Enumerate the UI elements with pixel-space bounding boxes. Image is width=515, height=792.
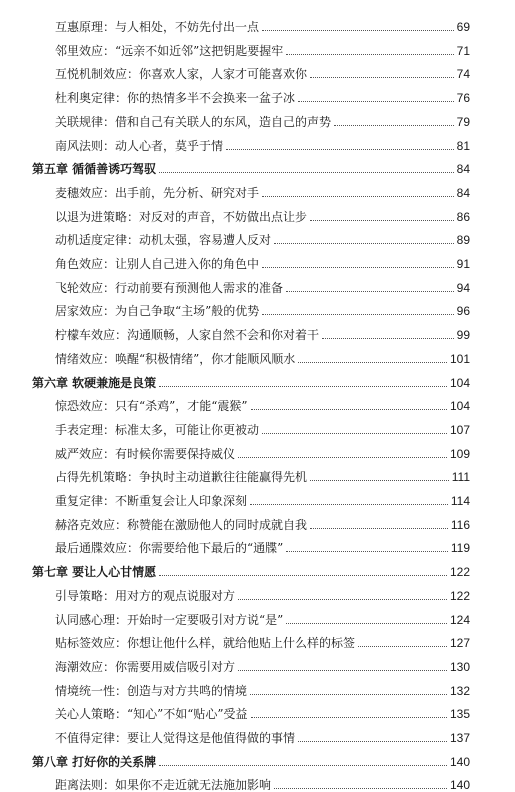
- toc-title: 第八章 打好你的关系牌: [32, 754, 157, 769]
- toc-page-number: 94: [456, 280, 470, 295]
- dot-leader: [274, 788, 447, 789]
- toc-title: 情境统一性：创造与对方共鸣的情境: [55, 683, 248, 698]
- dot-leader: [238, 670, 447, 671]
- toc-page-number: 140: [449, 754, 470, 769]
- toc-page-number: 119: [450, 541, 470, 556]
- dot-leader: [159, 172, 453, 173]
- dot-leader: [262, 267, 454, 268]
- dot-leader: [298, 362, 447, 363]
- toc-title: 邻里效应：“远亲不如近邻”这把钥匙要握牢: [55, 43, 284, 58]
- dot-leader: [286, 54, 453, 55]
- toc-title: 贴标签效应：你想让他什么样，就给他贴上什么样的标签: [55, 636, 356, 651]
- toc-entry[interactable]: [55, 466, 470, 484]
- dot-leader: [159, 575, 447, 576]
- toc-page-number: 114: [450, 494, 470, 508]
- dot-leader: [310, 528, 448, 529]
- toc-title: 关联规律：借和自己有关联人的东风，造自己的声势: [55, 114, 332, 129]
- toc-title: 最后通牒效应：你需要给他下最后的“通牒”: [55, 541, 284, 556]
- dot-leader: [251, 409, 447, 410]
- toc-chapter-heading[interactable]: [32, 561, 470, 579]
- toc-entry[interactable]: [55, 727, 470, 745]
- toc-page-number: 84: [456, 162, 470, 177]
- toc-entry[interactable]: [55, 656, 470, 674]
- toc-title: 重复定律：不断重复会让人印象深刻: [55, 494, 248, 508]
- toc-title: 关心人策略：“知心”不如“贴心”受益: [55, 707, 248, 722]
- toc-entry[interactable]: [55, 182, 470, 200]
- dot-leader: [298, 101, 454, 102]
- toc-page-number: 79: [456, 114, 470, 129]
- toc-page-number: 132: [449, 683, 470, 698]
- dot-leader: [238, 599, 447, 600]
- toc-entry[interactable]: [55, 609, 470, 627]
- toc-entry[interactable]: [55, 537, 470, 555]
- dot-leader: [358, 646, 447, 647]
- dot-leader: [250, 504, 448, 505]
- toc-page-number: 111: [451, 470, 470, 485]
- toc-page-number: 127: [449, 636, 470, 651]
- toc-page-number: 81: [456, 138, 470, 153]
- toc-title: 认同感心理：开始时一定要吸引对方说“是”: [55, 612, 284, 627]
- dot-leader: [262, 196, 454, 197]
- toc-page-number: 86: [456, 209, 470, 224]
- toc-entry[interactable]: [55, 443, 470, 461]
- toc-title: 以退为进策略：对反对的声音，不妨做出点让步: [55, 209, 308, 224]
- toc-title: 飞轮效应：行动前要有预测他人需求的准备: [55, 280, 284, 295]
- toc-entry[interactable]: [55, 514, 470, 532]
- toc-title: 动机适度定律：动机太强，容易遭人反对: [55, 233, 272, 248]
- dot-leader: [262, 30, 454, 31]
- toc-title: 南风法则：动人心者，莫乎于情: [55, 138, 224, 153]
- toc-entry[interactable]: [55, 111, 470, 129]
- toc-entry[interactable]: [55, 585, 470, 603]
- dot-leader: [310, 480, 449, 481]
- toc-entry[interactable]: [55, 16, 470, 34]
- dot-leader: [262, 314, 453, 315]
- dot-leader: [334, 125, 454, 126]
- toc-page-number: 130: [449, 659, 470, 674]
- toc-entry[interactable]: [55, 135, 470, 153]
- toc-page-number: 69: [456, 20, 470, 34]
- dot-leader: [286, 291, 454, 292]
- toc-entry[interactable]: [55, 87, 470, 105]
- toc-title: 柠檬车效应：沟通顺畅，人家自然不会和你对着干: [55, 328, 320, 343]
- toc-title: 情绪效应：唤醒“积极情绪”，你才能顺风顺水: [55, 351, 296, 366]
- dot-leader: [310, 220, 454, 221]
- toc-entry[interactable]: [55, 680, 470, 698]
- toc-title: 杜利奥定律：你的热情多半不会换来一盆子冰: [55, 91, 296, 106]
- toc-entry[interactable]: [55, 206, 470, 224]
- toc-title: 惊恐效应：只有“杀鸡”，才能“震猴”: [55, 399, 248, 414]
- toc-entry[interactable]: [55, 490, 470, 508]
- toc-page-number: 99: [456, 328, 470, 343]
- toc-entry[interactable]: [55, 324, 470, 342]
- toc-title: 第六章 软硬兼施是良策: [32, 375, 157, 390]
- toc-entry[interactable]: [55, 395, 470, 413]
- toc-page-number: 140: [449, 778, 470, 792]
- toc-page-number: 104: [449, 375, 470, 390]
- toc-page-number: 96: [456, 304, 470, 319]
- dot-leader: [274, 243, 454, 244]
- toc-title: 占得先机策略：争执时主动道歉往往能赢得先机: [55, 470, 308, 485]
- toc-page-number: 122: [449, 588, 470, 603]
- toc-title: 麦穗效应：出手前，先分析、研究对手: [55, 185, 260, 200]
- toc-chapter-heading[interactable]: [32, 372, 470, 390]
- dot-leader: [251, 717, 447, 718]
- toc-title: 不值得定律：要让人觉得这是他值得做的事情: [55, 731, 296, 745]
- toc-page-number: 107: [449, 422, 470, 437]
- toc-title: 引导策略：用对方的观点说服对方: [55, 588, 236, 603]
- toc-page-number: 101: [449, 351, 470, 366]
- toc-title: 手表定理：标准太多，可能让你更被动: [55, 422, 260, 437]
- toc-title: 威严效应：有时候你需要保持威仪: [55, 446, 236, 461]
- toc-title: 赫洛克效应：称赞能在激励他人的同时成就自我: [55, 517, 308, 532]
- toc-page-number: 124: [449, 612, 470, 627]
- toc-entry[interactable]: [55, 300, 470, 318]
- toc-entry[interactable]: [55, 40, 470, 58]
- dot-leader: [226, 149, 454, 150]
- toc-title: 距离法则：如果你不走近就无法施加影响: [55, 778, 272, 792]
- toc-page-number: 137: [449, 731, 470, 745]
- toc-title: 互悦机制效应：你喜欢人家，人家才可能喜欢你: [55, 67, 308, 82]
- toc-title: 海潮效应：你需要用威信吸引对方: [55, 659, 236, 674]
- toc-entry[interactable]: [55, 253, 470, 271]
- dot-leader: [298, 741, 447, 742]
- dot-leader: [159, 386, 447, 387]
- toc-entry[interactable]: [55, 774, 470, 792]
- toc-page-number: 71: [456, 43, 470, 58]
- toc-entry[interactable]: [55, 229, 470, 247]
- dot-leader: [310, 77, 454, 78]
- toc-page-number: 122: [449, 565, 470, 580]
- toc-entry[interactable]: [55, 632, 470, 650]
- toc-page-number: 91: [456, 257, 470, 271]
- toc-page-number: 76: [456, 91, 470, 106]
- toc-title: 第五章 循循善诱巧驾驭: [32, 162, 157, 177]
- toc-title: 角色效应：让别人自己进入你的角色中: [55, 257, 260, 271]
- dot-leader: [322, 338, 454, 339]
- toc-page-number: 116: [450, 517, 470, 532]
- toc-entry[interactable]: [55, 703, 470, 721]
- dot-leader: [250, 694, 447, 695]
- toc-page-number: 135: [449, 707, 470, 722]
- toc-page-number: 74: [456, 67, 470, 82]
- toc-page-number: 89: [456, 233, 470, 248]
- dot-leader: [286, 623, 447, 624]
- toc-entry[interactable]: [55, 277, 470, 295]
- toc-page-number: 109: [449, 446, 470, 461]
- toc-entry[interactable]: [55, 419, 470, 437]
- toc-page-number: 104: [449, 399, 470, 414]
- toc-title: 第七章 要让人心甘情愿: [32, 565, 157, 580]
- toc-entry[interactable]: [55, 63, 470, 81]
- toc-chapter-heading[interactable]: [32, 158, 470, 176]
- toc-entry[interactable]: [55, 348, 470, 366]
- toc-title: 互惠原理：与人相处，不妨先付出一点: [55, 20, 260, 34]
- dot-leader: [286, 551, 448, 552]
- dot-leader: [262, 433, 447, 434]
- toc-title: 居家效应：为自己争取“主场”般的优势: [55, 304, 260, 319]
- toc-page-number: 84: [456, 185, 470, 200]
- dot-leader: [238, 457, 447, 458]
